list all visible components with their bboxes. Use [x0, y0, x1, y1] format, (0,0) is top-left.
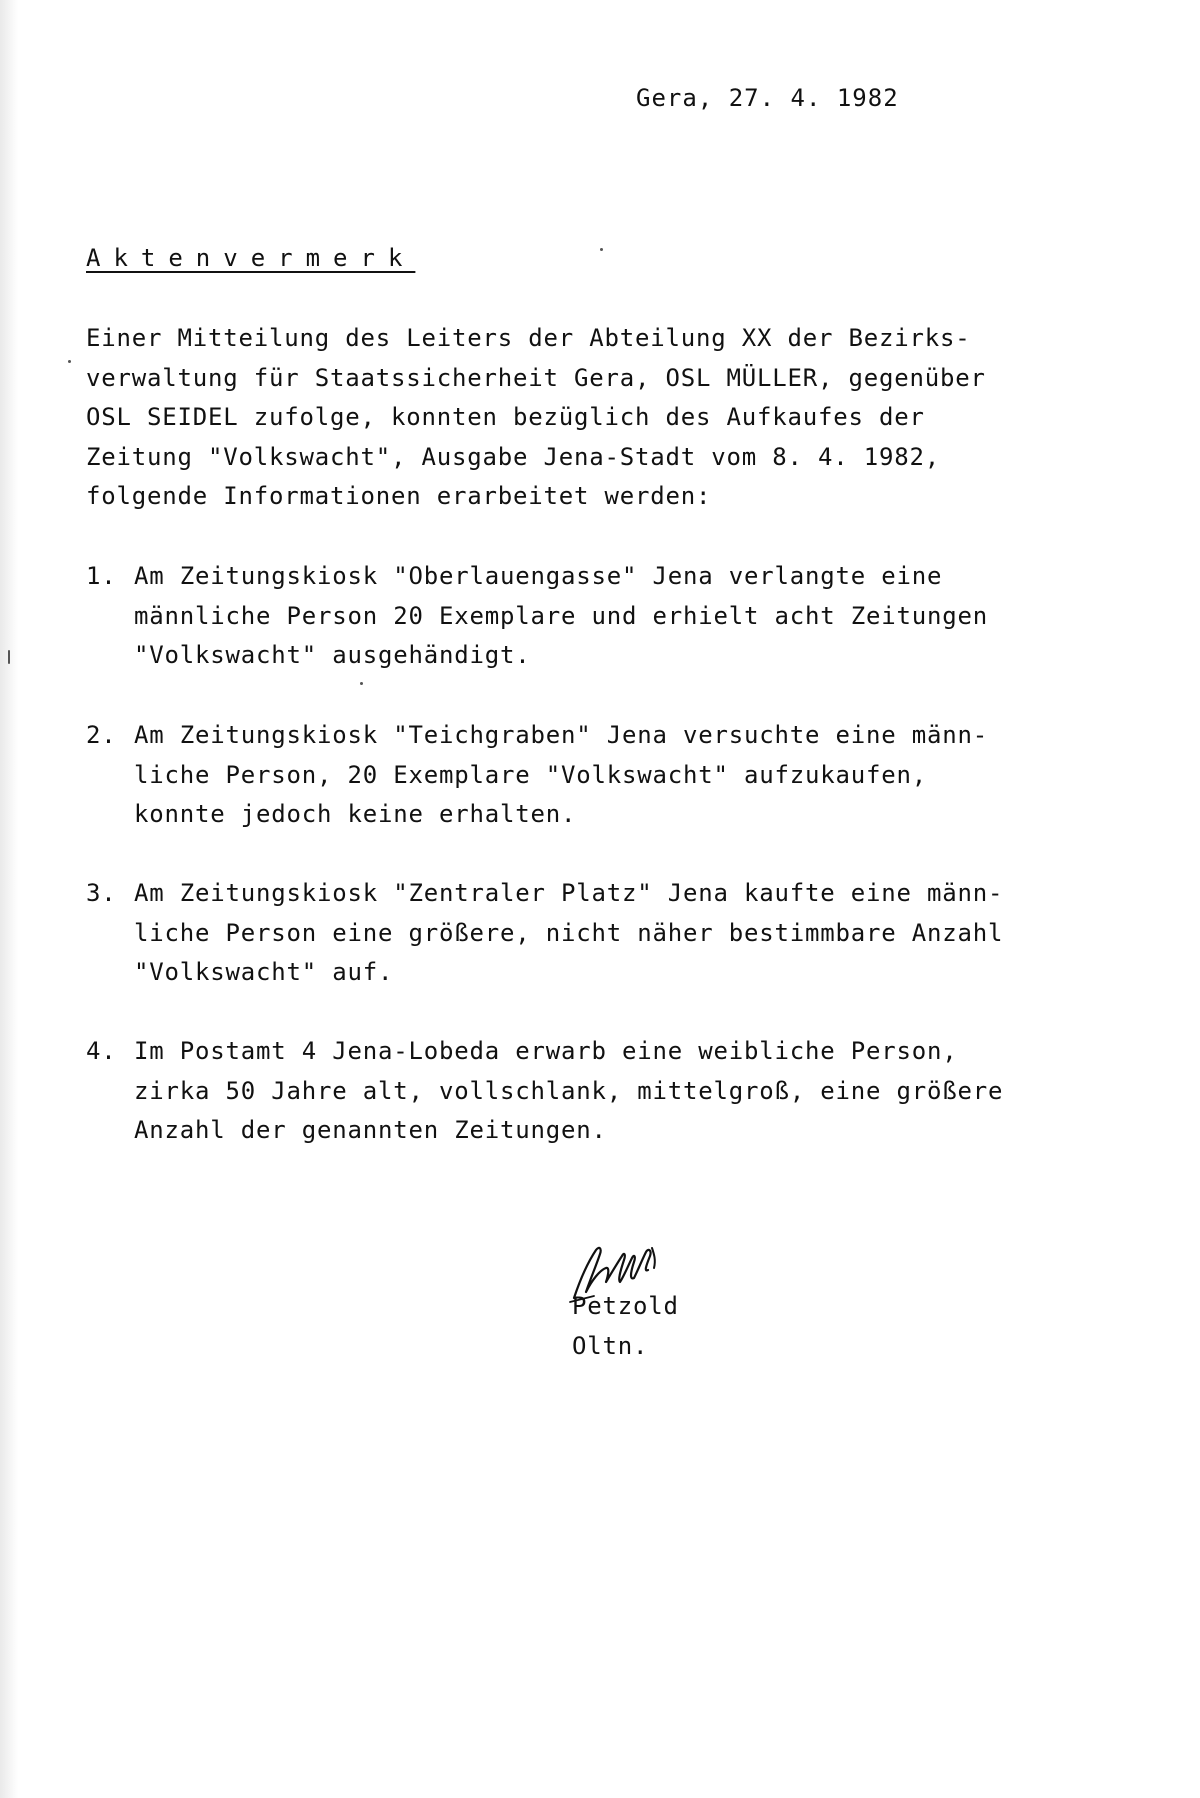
scan-speck — [360, 682, 363, 685]
signer-name: Petzold — [572, 1292, 679, 1320]
intro-line: Einer Mitteilung des Leiters der Abteilung XX der Bezirks- — [86, 324, 971, 352]
scan-speck — [600, 248, 603, 251]
list-item-line: männliche Person 20 Exemplare und erhielt acht Zeitungen — [134, 601, 988, 630]
intro-line: Zeitung "Volkswacht", Ausgabe Jena-Stadt vom 8. 4. 1982, — [86, 442, 940, 471]
list-item-line: Am Zeitungskiosk "Teichgraben" Jena versuchte eine männ- — [134, 721, 988, 749]
list-item-line: "Volkswacht" auf. — [134, 958, 394, 986]
list-item-line: Am Zeitungskiosk "Oberlauengasse" Jena verlangte eine — [134, 562, 943, 590]
intro-line: OSL SEIDEL zufolge, konnten bezüglich des Aufkaufes der — [86, 403, 925, 431]
document-date: Gera, 27. 4. 1982 — [636, 84, 899, 112]
document-heading: Aktenvermerk — [86, 244, 416, 272]
list-item-number: 2. — [86, 721, 117, 749]
list-item-line: Im Postamt 4 Jena-Lobeda erwarb eine weibliche Person, — [134, 1037, 958, 1065]
list-item-body — [134, 1032, 1003, 1151]
list-item-number: 4. — [86, 1037, 117, 1065]
list-item-number: 1. — [86, 562, 117, 590]
list-item-number: 3. — [86, 879, 117, 907]
signer-block — [572, 1286, 679, 1366]
list-item-line: Am Zeitungskiosk "Zentraler Platz" Jena kaufte eine männ- — [134, 879, 1004, 907]
scan-speck — [8, 650, 10, 664]
list-item-line: konnte jedoch keine erhalten. — [134, 800, 577, 828]
list-item-line: Anzahl der genannten Zeitungen. — [134, 1116, 607, 1144]
list-item-body — [134, 557, 988, 676]
list-item-body — [134, 716, 988, 835]
scan-edge-shadow — [0, 0, 18, 1798]
list-item-line: liche Person eine größere, nicht näher bestimmbare Anzahl — [134, 918, 1004, 947]
scan-speck — [68, 360, 71, 363]
list-item-line: zirka 50 Jahre alt, vollschlank, mittelgroß, eine größere — [134, 1076, 1004, 1105]
list-item-line: liche Person, 20 Exemplare "Volkswacht" aufzukaufen, — [134, 760, 927, 789]
list-item-body — [134, 874, 1003, 993]
intro-paragraph — [86, 319, 1086, 517]
intro-line: folgende Informationen erarbeitet werden: — [86, 482, 712, 510]
list-item-line: "Volkswacht" ausgehändigt. — [134, 641, 531, 669]
signer-rank: Oltn. — [572, 1332, 649, 1360]
intro-line: verwaltung für Staatssicherheit Gera, OSL MÜLLER, gegenüber — [86, 363, 986, 392]
